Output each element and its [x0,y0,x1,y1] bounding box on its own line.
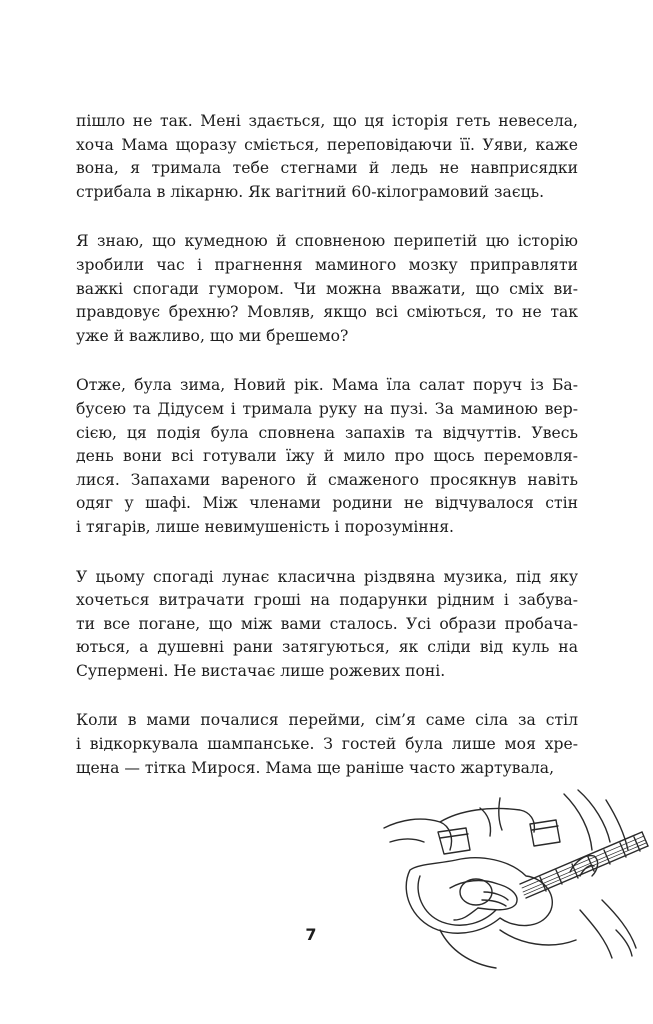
text-line: правдовує брехню? Мовляв, якщо всі сміються, то не так [76,303,578,322]
text-line: Я знаю, що кумедною й сповненою перипетій цю історію [76,232,578,251]
text-line: одяг у шафі. Між членами родини не відчувалося стін [76,494,578,513]
text-line: ються, а душевні рани затягуються, як сліди від куль на [76,638,578,657]
text-line: Супермені. Не вистачає лише рожевих поні. [76,661,446,680]
paragraph [76,709,578,780]
text-line: важкі спогади гумором. Чи можна вважати, що сміх ви- [76,279,578,298]
text-line: вона, я тримала тебе стегнами й ледь не навприсядки [76,159,578,178]
text-line: зробили час і прагнення маминого мозку приправляти [76,255,578,274]
text-line: Коли в мами почалися перейми, сім’я саме сіла за стіл [76,711,578,730]
text-line: стрибала в лікарню. Як вагітний 60-кілограмовий заєць. [76,182,545,201]
text-line: ти все погане, що між вами сталось. Усі образи пробача- [76,614,578,633]
text-line: уже й важливо, що ми брешемо? [76,326,349,345]
paragraph [76,230,578,348]
text-line: Отже, була зима, Новий рік. Мама їла салат поруч із Ба- [76,376,578,395]
text-line: день вони всі готували їжу й мило про щось перемовля- [76,447,578,466]
text-line: пішло не так. Мені здається, що ця історія геть невесела, [76,112,578,130]
text-line: хочеться витрачати гроші на подарунки рідним і забува- [76,591,578,610]
text-line: щена — тітка Мирося. Мама ще раніше часто жартувала, [76,758,555,777]
paragraph [76,566,578,684]
text-line: бусею та Дідусем і тримала руку на пузі. За маминою вер- [76,399,578,418]
text-line: хоча Мама щоразу сміється, переповідаючи її. Уяви, каже [76,135,578,154]
text-line: сією, ця подія була сповнена запахів та відчуттів. Увесь [76,423,578,442]
guitar-player-sketch-icon [380,780,653,980]
body-text [76,110,578,806]
text-line: і тягарів, лише невимушеність і порозуміння. [76,517,455,536]
paragraph [76,110,578,204]
text-line: і відкоркувала шампанське. З гостей була лише моя хре- [76,735,578,754]
page-number: 7 [305,925,317,944]
paragraph [76,374,578,539]
text-line: лися. Запахами вареного й смаженого просякнув навіть [76,470,578,489]
text-line: У цьому спогаді лунає класична різдвяна музика, під яку [76,567,578,586]
